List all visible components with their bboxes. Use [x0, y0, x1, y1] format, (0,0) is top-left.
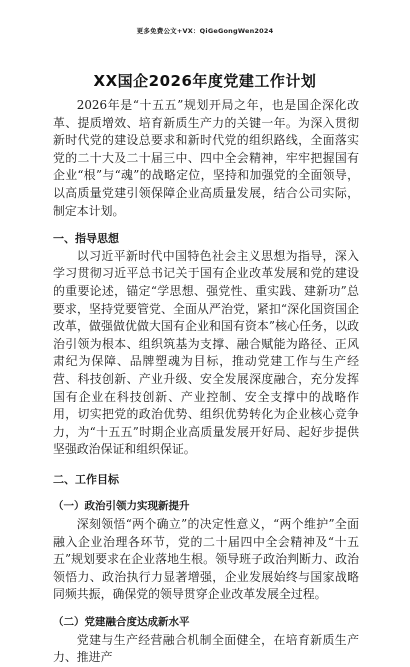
- party-integration-paragraph: 党建与生产经营融合机制全面健全，在培育新质生产力、推进产: [53, 632, 359, 665]
- section-heading-guiding-ideology: 一、指导思想: [53, 232, 119, 246]
- subsection-heading-party-integration: （二）党建融合度达成新水平: [53, 616, 190, 629]
- intro-paragraph: 2026年是“十五五”规划开局之年，也是国企深化改革、提质增效、培育新质生产力的关键一年。为深入贯彻新时代党的建设总要求和新时代党的组织路线，全面落实党的二十大及二十届三中、四中全会精神，牢牢把握国有企业“根”与“魂”的战略定位，坚持和加强党的全面领导，以高质量党建引领保障企业高质量发展，结合公司实际，制定本计划。: [53, 98, 359, 218]
- document-title: XX国企2026年度党建工作计划: [93, 72, 317, 90]
- subsection-heading-political-leadership: （一）政治引领力实现新提升: [53, 500, 190, 513]
- guiding-ideology-paragraph: 以习近平新时代中国特色社会主义思想为指导，深入学习贯彻习近平总书记关于国有企业改革发展和党的建设的重要论述，锚定“学思想、强党性、重实践、建新功”总要求，坚持党要管党、全面从严治党，紧扣“深化国资国企改革，做强做优做大国有企业和国有资本”核心任务，以政治引领为根本、组织筑基为支撑、融合赋能为路径、正风肃纪为保障、品牌塑魂为目标，推动党建工作与生产经营、科技创新、产业升级、安全发展深度融合，充分发挥国有企业在科技创新、产业控制、安全支撑中的战略作用，切实把党的政治优势、组织优势转化为企业核心竞争力，为“十五五”时期企业高质量发展开好局、起好步提供坚强政治保证和组织保证。: [53, 248, 359, 457]
- political-leadership-paragraph: 深刻领悟“两个确立”的决定性意义，“两个维护”全面融入企业治理各环节，党的二十届四中全会精神及“十五五”规划要求在企业落地生根。领导班子政治判断力、政治领悟力、政治执行力显著增强，企业发展始终与国家战略同频共振，确保党的领导贯穿企业改革发展全过程。: [53, 517, 359, 602]
- section-heading-work-goals: 二、工作目标: [53, 472, 119, 486]
- document-body: [53, 97, 359, 667]
- header-note: 更多免费公文+VX：QiGeGongWen2024: [136, 27, 274, 35]
